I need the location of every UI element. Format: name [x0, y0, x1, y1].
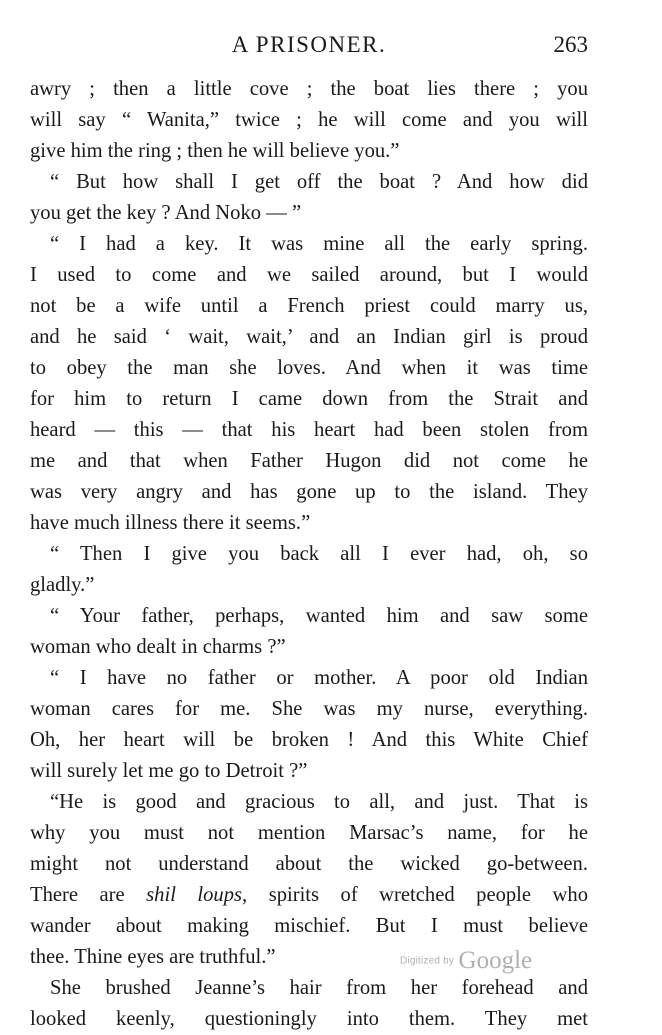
google-logo: Google: [458, 947, 533, 974]
book-page: [30, 32, 588, 1035]
text-line: wander about making mischief. But I must believe: [30, 915, 588, 937]
text-line: why you must not mention Marsac’s name, for he: [30, 822, 588, 844]
text-line: and he said ‘ wait, wait,’ and an Indian girl is proud: [30, 326, 588, 348]
text-line: thee. Thine eyes are truthful.”: [30, 946, 276, 968]
text-line: There are shil loups, spirits of wretched people who: [30, 884, 588, 906]
text-line: might not understand about the wicked go-between.: [30, 853, 588, 875]
text-line: me and that when Father Hugon did not come he: [30, 450, 588, 472]
text-line: give him the ring ; then he will believe you.”: [30, 140, 400, 162]
text-line: Oh, her heart will be broken ! And this White Chief: [30, 729, 588, 751]
text-line: looked keenly, questioningly into them. They met: [30, 1008, 588, 1030]
text-line: not be a wife until a French priest could marry us,: [30, 295, 588, 317]
text-line: “He is good and gracious to all, and just. That is: [50, 791, 588, 813]
text-line: woman cares for me. She was my nurse, everything.: [30, 698, 588, 720]
text-line: She brushed Jeanne’s hair from her forehead and: [50, 977, 588, 999]
italic-phrase: shil loups: [146, 884, 243, 906]
digitized-watermark: [400, 947, 560, 975]
body-text: [30, 74, 588, 1035]
text-line: “ I have no father or mother. A poor old Indian: [50, 667, 588, 689]
text-line: have much illness there it seems.”: [30, 512, 311, 534]
digitized-by-label: Digitized by: [400, 955, 455, 967]
text-line: “ Then I give you back all I ever had, oh, so: [50, 543, 588, 565]
text-line: “ But how shall I get off the boat ? And how did: [50, 171, 588, 193]
text-line: gladly.”: [30, 574, 95, 596]
text-line: was very angry and has gone up to the island. They: [30, 481, 588, 503]
text-line: I used to come and we sailed around, but I would: [30, 264, 588, 286]
text-line: “ Your father, perhaps, wanted him and saw some: [50, 605, 588, 627]
text-line: will surely let me go to Detroit ?”: [30, 760, 308, 782]
page-header: [30, 32, 588, 66]
text-line: to obey the man she loves. And when it was time: [30, 357, 588, 379]
text-line: will say “ Wanita,” twice ; he will come and you will: [30, 109, 588, 131]
text-line: for him to return I came down from the Strait and: [30, 388, 588, 410]
text-line: you get the key ? And Noko — ”: [30, 202, 302, 224]
text-line: woman who dealt in charms ?”: [30, 636, 286, 658]
text-line: awry ; then a little cove ; the boat lies there ; you: [30, 78, 588, 100]
text-line: heard — this — that his heart had been stolen from: [30, 419, 588, 441]
page-number: 263: [553, 32, 588, 57]
text-line: “ I had a key. It was mine all the early spring.: [50, 233, 588, 255]
running-title: A PRISONER.: [231, 32, 387, 57]
